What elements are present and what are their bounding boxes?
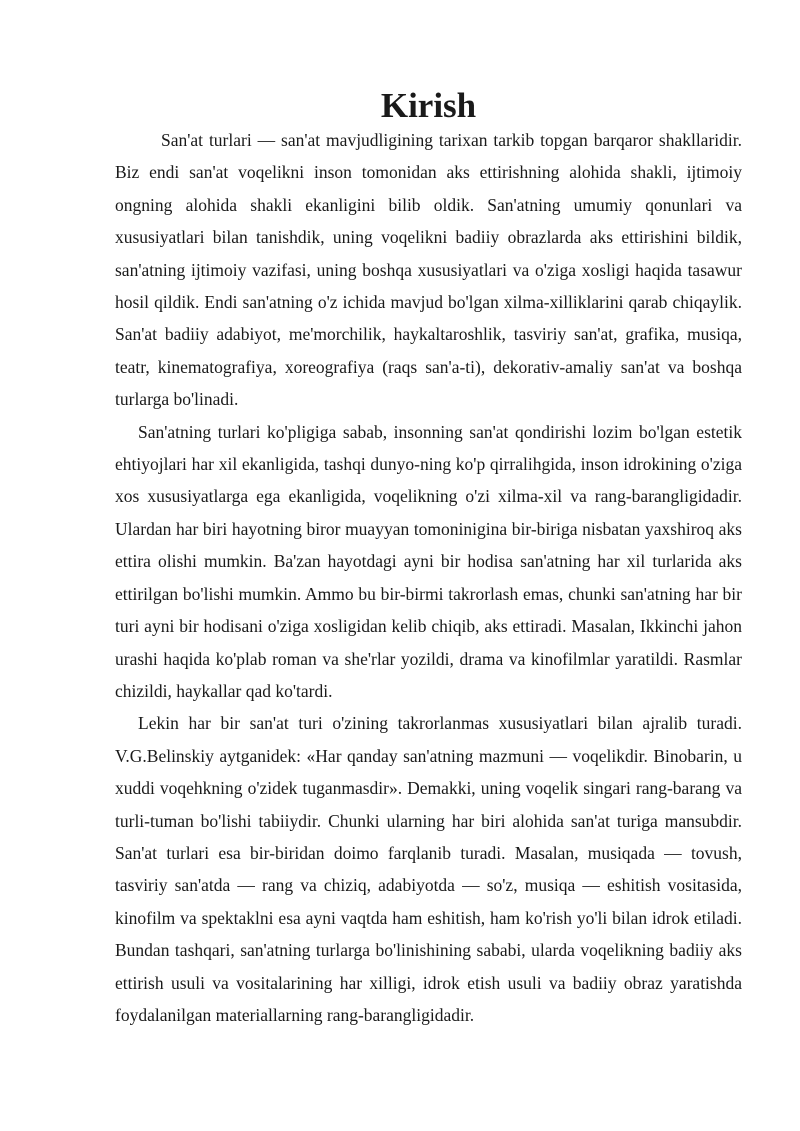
paragraph-1: San'at turlari — san'at mavjudligining tarixan tarkib topgan barqaror shakllaridir. Biz endi san'at voqelikni inson tomonidan aks ettirishning alohida shakli, ijtimoiy ongning alohida shakli ekanligini bilib oldik. San'atning umumiy qonunlari va xususiyatlari bilan tanishdik, uning voqelikni badiiy obrazlarda aks ettirishini bildik, san'atning ijtimoiy vazifasi, uning boshqa xususiyatlari va o'ziga xosligi haqida tasawur hosil qildik. Endi san'atning o'z ichida mavjud bo'lgan xilma-xilliklarini qarab chiqaylik. San'at badiiy adabiyot, me'morchilik, haykaltaroshlik, tasviriy san'at, grafika, musiqa, teatr, kinematografiya, xoreografiya (raqs san'a-ti), dekorativ-amaliy san'at va boshqa turlarga bo'linadi. — [115, 130, 742, 410]
paragraph-2: San'atning turlari ko'pligiga sabab, insonning san'at qondirishi lozim bo'lgan estetik ehtiyojlari har xil ekanligida, tashqi dunyo-ning ko'p qirralihgida, inson idrokining o'ziga xos xususiyatlarga ega ekanligida, voqelikning o'zi xilma-xil va rang-barangligidadir. Ulardan har biri hayotning biror muayyan tomoninigina bir-biriga nisbatan yaxshiroq aks ettira olishi mumkin. Ba'zan hayotdagi ayni bir hodisa san'atning har xil turlarida aks ettirilgan bo'lishi mumkin. Ammo bu bir-birmi takrorlash emas, chunki san'atning har bir turi ayni bir hodisani o'ziga xosligidan kelib chiqib, aks ettiradi. Masalan, Ikkinchi jahon urashi haqida ko'plab roman va she'rlar yozildi, drama va kinofilmlar yaratildi. Rasmlar chizildi, haykallar qad ko'tardi. — [115, 421, 742, 701]
paragraph-3: Lekin har bir san'at turi o'zining takrorlanmas xususiyatlari bilan ajralib turadi. V.G.Belinskiy aytganidek: «Har qanday san'atning mazmuni — voqelikdir. Binobarin, u xuddi voqehkning o'zidek tuganmasdir». Demakki, uning voqelik singari rang-barang va turli-tuman bo'lishi tabiiydir. Chunki ularning har biri alohida san'at turiga mansubdir. San'at turlari esa bir-biridan doimo farqlanib turadi. Masalan, musiqada — tovush, tasviriy san'atda — rang va chiziq, adabiyotda — so'z, musiqa — eshitish vositasida, kinofilm va spektaklni esa ayni vaqtda ham eshitish, ham ko'rish yo'li bilan idrok etiladi. Bundan tashqari, san'atning turlarga bo'linishining sababi, ularda voqelikning badiiy aks ettirish usuli va vositalarining har xilligi, idrok etish usuli va badiiy obraz yaratishda foydalanilgan materiallarning rang-barangligidadir. — [115, 713, 742, 1025]
page-title: Kirish — [380, 86, 477, 125]
document-page — [115, 86, 742, 1031]
